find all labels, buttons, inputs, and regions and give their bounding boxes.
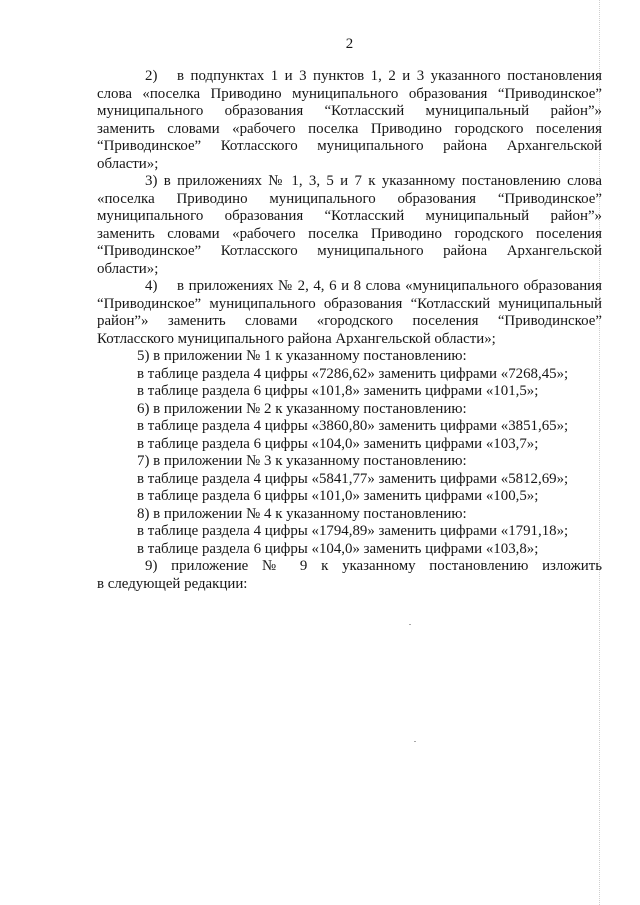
- item-2: [97, 68, 602, 173]
- text-line: Котласского муниципального района Архангельской области»;: [97, 330, 496, 347]
- text-line: муниципального образования “Котласский муниципальный район”»: [97, 208, 602, 224]
- text-line: муниципального образования “Котласский муниципальный район”»: [97, 103, 602, 119]
- text-line: в таблице раздела 6 цифры «104,0» заменить цифрами «103,7»;: [137, 435, 539, 452]
- text-line: в таблице раздела 4 цифры «3860,80» заменить цифрами «3851,65»;: [137, 418, 569, 434]
- text-line: 5) в приложении № 1 к указанному постановлению:: [137, 348, 467, 364]
- text-line: заменить словами «рабочего поселка Приводино городского поселения: [97, 120, 602, 137]
- text-line: заменить словами «рабочего поселка Приводино городского поселения: [97, 225, 602, 242]
- text-line: “Приводинское” Котласского муниципального района Архангельской: [97, 243, 602, 259]
- text-line: в таблице раздела 6 цифры «101,0» заменить цифрами «100,5»;: [137, 488, 539, 504]
- text-line: в следующей редакции:: [97, 575, 248, 592]
- text-line: в таблице раздела 4 цифры «1794,89» заменить цифрами «1791,18»;: [137, 523, 569, 539]
- item-number: 4): [145, 278, 158, 294]
- text-line: в таблице раздела 6 цифры «104,0» заменить цифрами «103,8»;: [137, 540, 539, 557]
- text-line: “Приводинское” муниципального образования “Котласский муниципальный: [97, 295, 602, 312]
- text-line: в таблице раздела 4 цифры «7286,62» заменить цифрами «7268,45»;: [137, 365, 569, 382]
- text-line: в таблице раздела 4 цифры «5841,77» заменить цифрами «5812,69»;: [137, 470, 569, 487]
- text-line: [97, 68, 602, 86]
- text-line: 6) в приложении № 2 к указанному постановлению:: [137, 400, 467, 417]
- text-line: район”» заменить словами «городского поселения “Приводинское”: [97, 313, 602, 329]
- text-line-content: в приложениях № 2, 4, 6 и 8 слова «муниципального образования: [177, 278, 602, 294]
- text-line: в таблице раздела 6 цифры «101,8» заменить цифрами «101,5»;: [137, 383, 539, 399]
- text-line: 9) приложение № 9 к указанному постановлению изложить: [145, 558, 602, 574]
- item-7: [97, 453, 602, 506]
- item-8: [97, 506, 602, 559]
- text-line: «поселка Приводино муниципального образования “Приводинское”: [97, 190, 602, 207]
- page-number: 2: [345, 36, 354, 52]
- text-line: 3) в приложениях № 1, 3, 5 и 7 к указанному постановлению слова: [145, 173, 602, 189]
- item-9: [97, 558, 602, 593]
- text-line: области»;: [97, 155, 159, 172]
- text-line-content: в подпунктах 1 и 3 пунктов 1, 2 и 3 указанного постановления: [177, 68, 602, 84]
- text-line: 8) в приложении № 4 к указанному постановлению:: [137, 505, 467, 522]
- item-number: 2): [145, 68, 158, 84]
- scan-speck: [409, 624, 411, 625]
- scan-speck: [414, 741, 416, 742]
- document-body: [97, 68, 602, 593]
- item-4: [97, 278, 602, 348]
- text-line: [97, 278, 602, 296]
- item-6: [97, 401, 602, 454]
- text-line: 7) в приложении № 3 к указанному постановлению:: [137, 453, 467, 469]
- text-line: области»;: [97, 260, 159, 277]
- text-line: слова «поселка Приводино муниципального образования “Приводинское”: [97, 85, 602, 102]
- text-line: “Приводинское” Котласского муниципального района Архангельской: [97, 138, 602, 154]
- item-3: [97, 173, 602, 278]
- item-5: [97, 348, 602, 401]
